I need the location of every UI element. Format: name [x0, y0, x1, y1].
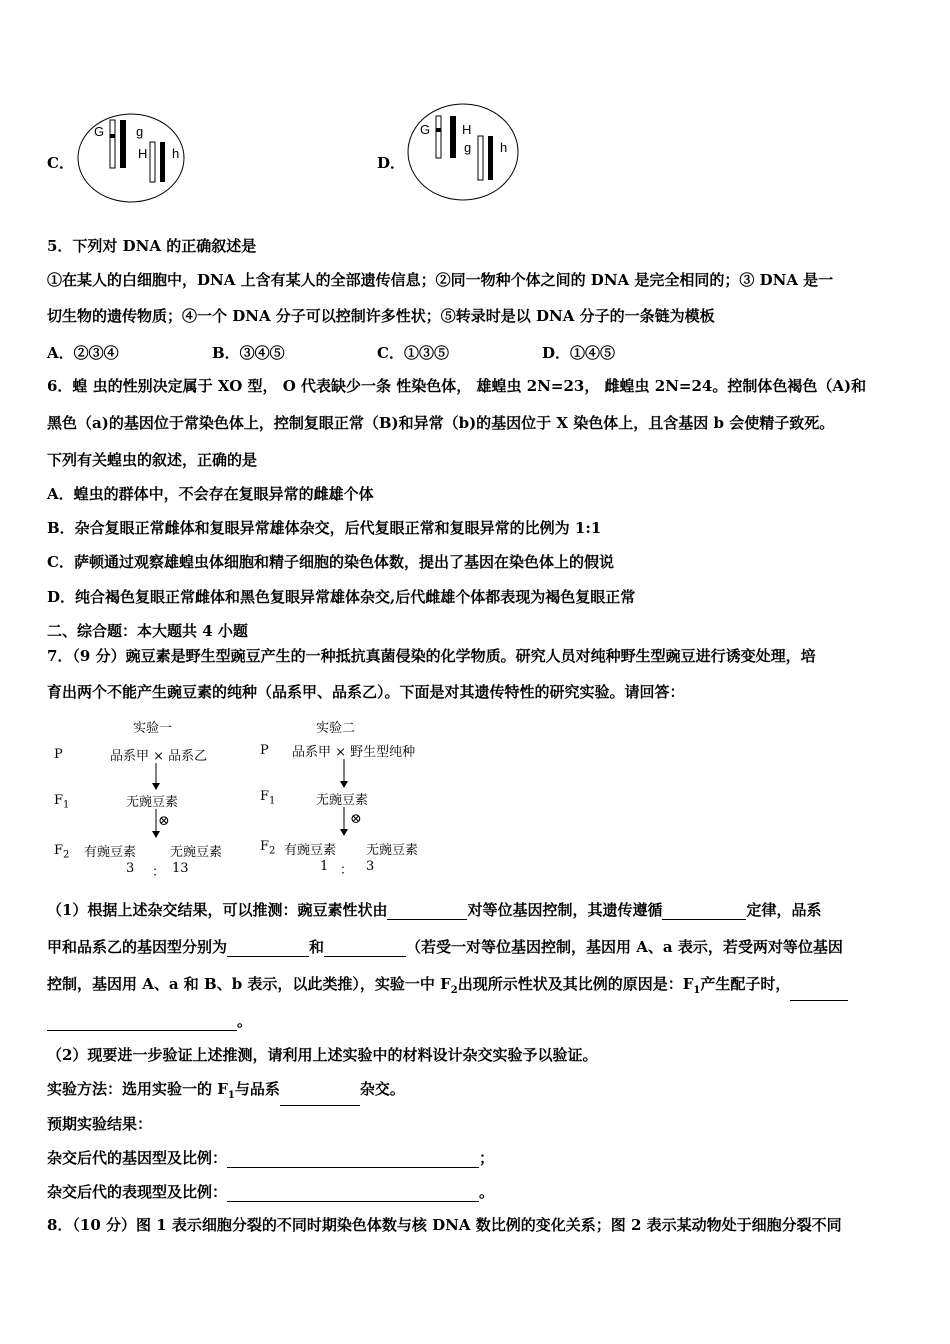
exp1-title: 实验一	[133, 721, 173, 736]
section-heading: 二、综合题：本大题共 4 小题	[47, 622, 248, 640]
gene-h: h	[172, 146, 180, 161]
exp2-f1-label: $F_1$	[260, 789, 276, 807]
exp1-f1: 无豌豆素	[126, 795, 179, 810]
q7-part1-line2: 甲和品系乙的基因型分别为 和 （若受一对等位基因控制，基因用 A、a 表示，若受两对等位基因	[47, 938, 843, 956]
q7-method: 实验方法：选用实验一的 $F_1$与品系 杂交。	[47, 1079, 907, 1106]
q5-stem: 5．下列对 DNA 的正确叙述是	[47, 237, 257, 255]
q6-line1: 6．蝗 虫的性别决定属于 XO 型， O 代表缺少一条 性染色体， 雄蝗虫 2N=23， 雌蝗虫 2N=24。控制体色褐色（A)和	[47, 377, 867, 395]
q7-part1-line1: （1）根据上述杂交结果，可以推测：豌豆素性状由 对等位基因控制，其遗传遵循 定律，品系	[47, 901, 822, 919]
q7-part2: （2）现要进一步验证上述推测，请利用上述实验中的材料设计杂交实验予以验证。	[47, 1046, 598, 1064]
cell-diagram-c	[76, 112, 186, 204]
cell-diagram-d	[406, 102, 520, 202]
exp2-ratio-colon: ：	[340, 863, 354, 878]
q5-line2: 切生物的遗传物质；④一个 DNA 分子可以控制许多性状；⑤转录时是以 DNA 分子的一条链为模板	[47, 307, 715, 325]
q5-option-c: C．①③⑤	[377, 344, 449, 362]
exp1-ratio-a: 3	[126, 861, 135, 876]
exp1-f1-label: $F_1$	[54, 793, 70, 811]
q5-option-b: B．③④⑤	[212, 344, 285, 362]
answer-blank[interactable]	[227, 940, 309, 957]
gene-H: H	[462, 122, 472, 137]
exp1-f2-b: 无豌豆素	[170, 845, 223, 860]
answer-blank[interactable]	[790, 984, 848, 1001]
answer-blank[interactable]	[227, 1185, 479, 1202]
q5-line1: ①在某人的白细胞中，DNA 上含有某人的全部遗传信息；②同一物种个体之间的 DNA 是完全相同的；③ DNA 是一	[47, 271, 834, 289]
exp1-ratio-colon: ：	[152, 865, 166, 880]
q8-line1: 8．（10 分）图 1 表示细胞分裂的不同时期染色体数与核 DNA 数比例的变化关系；图 2 表示某动物处于细胞分裂不同	[47, 1216, 842, 1234]
exp2-f2-a: 有豌豆素	[284, 843, 337, 858]
q6-option-b: B．杂合复眼正常雌体和复眼异常雄体杂交，后代复眼正常和复眼异常的比例为 1:1	[47, 519, 602, 537]
q7-result1: 杂交后代的基因型及比例： ；	[47, 1149, 495, 1167]
exp2-ratio-b: 3	[366, 859, 375, 874]
q6-line3: 下列有关蝗虫的叙述，正确的是	[47, 451, 258, 469]
q6-option-d: D．纯合褐色复眼正常雌体和黑色复眼异常雄体杂交,后代雌雄个体都表现为褐色复眼正常	[47, 588, 636, 606]
answer-blank[interactable]	[324, 940, 406, 957]
exp1-ratio-b: 13	[172, 861, 189, 876]
exp2-f2-b: 无豌豆素	[366, 843, 419, 858]
exp1-f2-a: 有豌豆素	[84, 845, 137, 860]
q6-option-c: C．萨顿通过观察雄蝗虫体细胞和精子细胞的染色体数，提出了基因在染色体上的假说	[47, 553, 614, 571]
q5-option-d: D．①④⑤	[542, 344, 616, 362]
answer-blank[interactable]	[47, 1014, 237, 1031]
exp2-f2-label: $F_2$	[260, 839, 276, 857]
q7-part1-line4: 。	[47, 1011, 907, 1031]
q7-result2: 杂交后代的表现型及比例： 。	[47, 1183, 495, 1201]
exp2-title: 实验二	[316, 721, 356, 736]
gene-H: H	[138, 146, 148, 161]
answer-blank[interactable]	[280, 1089, 360, 1106]
exp2-p-cross: 品系甲 × 野生型纯种	[292, 745, 416, 760]
gene-g: g	[136, 124, 144, 139]
q6-line2: 黑色（a)的基因位于常染色体上，控制复眼正常（B)和异常（b)的基因位于 X 染色体上，且含基因 b 会使精子致死。	[47, 414, 835, 432]
q6-option-a: A．蝗虫的群体中，不会存在复眼异常的雌雄个体	[47, 485, 374, 503]
q7-part1-line3: 控制，基因用 A、a 和 B、b 表示，以此类推），实验一中 $F_2$出现所示性状及其比例的原因是：$F_1$产生配子时，	[47, 974, 907, 1001]
exp1-p-label: P	[54, 747, 63, 762]
exp2-p-label: P	[260, 743, 269, 758]
exp2-ratio-a: 1	[320, 859, 329, 874]
exp1-p-cross: 品系甲 × 品系乙	[110, 749, 208, 764]
gene-G: G	[94, 124, 105, 139]
q7-expected: 预期实验结果：	[47, 1115, 153, 1133]
q5-option-a: A．②③④	[47, 344, 119, 362]
exp1-self-icon: ⊗	[158, 813, 170, 829]
exp1-f2-label: $F_2$	[54, 843, 70, 861]
option-c-label: C．	[47, 154, 74, 172]
option-d-label: D．	[377, 154, 406, 172]
q7-line1: 7．（9 分）豌豆素是野生型豌豆产生的一种抵抗真菌侵染的化学物质。研究人员对纯种野生型豌豆进行诱变处理，培	[47, 647, 816, 665]
answer-blank[interactable]	[387, 903, 467, 920]
exp2-f1: 无豌豆素	[316, 793, 369, 808]
q7-line2: 育出两个不能产生豌豆素的纯种（品系甲、品系乙）。下面是对其遗传特性的研究实验。请回答：	[47, 683, 685, 701]
experiment-arrows	[48, 715, 428, 880]
gene-h: h	[500, 140, 508, 155]
exp2-self-icon: ⊗	[350, 811, 362, 827]
answer-blank[interactable]	[662, 903, 746, 920]
gene-G: G	[420, 122, 431, 137]
experiment-figure	[48, 715, 428, 880]
gene-g: g	[464, 140, 472, 155]
answer-blank[interactable]	[227, 1151, 479, 1168]
